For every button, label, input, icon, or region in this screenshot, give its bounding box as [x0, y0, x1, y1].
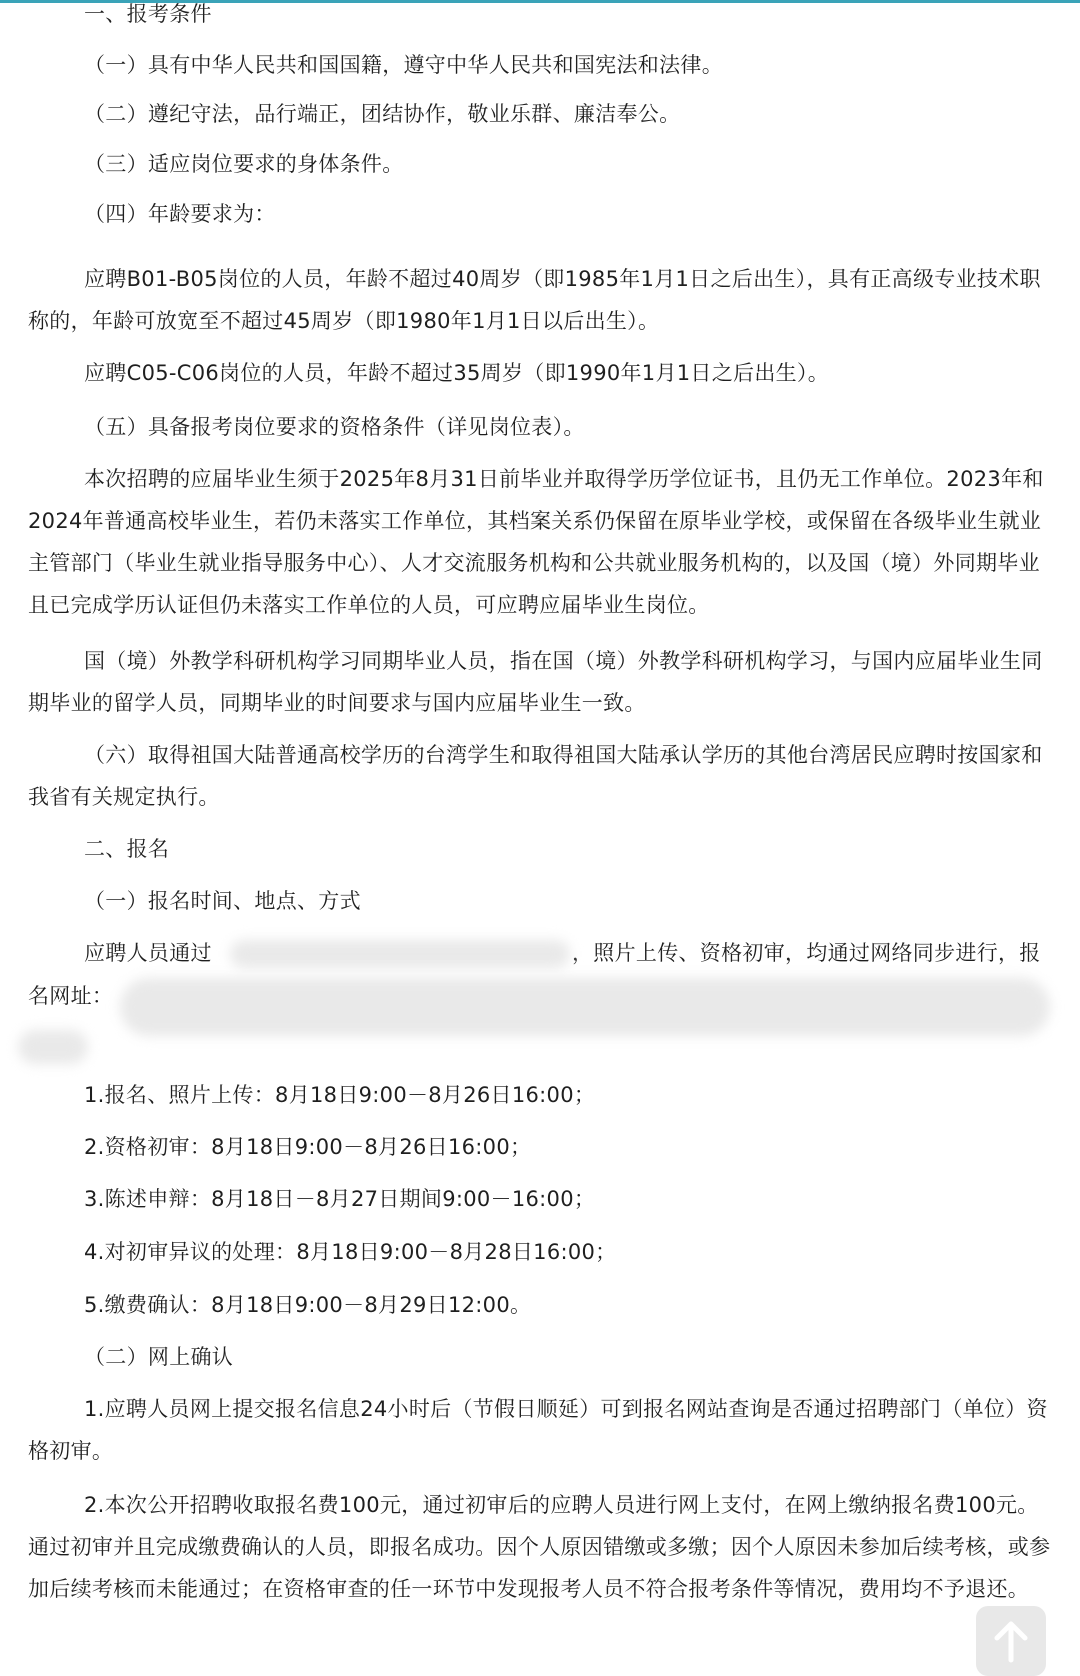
section-heading-conditions: 一、报考条件	[84, 2, 212, 26]
paragraph: 国（境）外教学科研机构学习同期毕业人员，指在国（境）外教学科研机构学习，与国内应届毕业生同期毕业的留学人员，同期毕业的时间要求与国内应届毕业生一致。	[28, 649, 1043, 715]
paragraph: （一）具有中华人民共和国国籍，遵守中华人民共和国宪法和法律。	[84, 53, 723, 77]
arrow-up-icon	[991, 1618, 1031, 1664]
section-heading-signup: 二、报名	[84, 837, 170, 861]
section-heading-online-confirm: （二）网上确认	[84, 1345, 234, 1369]
paragraph: 2.本次公开招聘收取报名费100元，通过初审后的应聘人员进行网上支付，在网上缴纳报名费100元。通过初审并且完成缴费确认的人员，即报名成功。因个人原因错缴或多缴；因个人原因未参加后续考核，或参加后续考核而未能通过；在资格审查的任一环节中发现报考人员不符合报考条件等情况，费用均不予退还。	[28, 1493, 1051, 1601]
signup-url-label: 名网址：	[28, 984, 114, 1008]
signup-method-start: 应聘人员通过	[84, 941, 212, 965]
paragraph: （五）具备报考岗位要求的资格条件（详见岗位表）。	[84, 415, 585, 439]
redaction-blur	[230, 940, 570, 968]
schedule-item: 5.缴费确认：8月18日9:00－8月29日12:00。	[84, 1293, 532, 1317]
schedule-item: 3.陈述申辩：8月18日－8月27日期间9:00－16:00；	[84, 1187, 596, 1211]
redaction-blur	[120, 978, 1050, 1036]
schedule-item: 2.资格初审：8月18日9:00－8月26日16:00；	[84, 1135, 532, 1159]
paragraph: （四）年龄要求为：	[84, 202, 276, 226]
paragraph: 应聘B01-B05岗位的人员，年龄不超过40周岁（即1985年1月1日之后出生），具有正高级专业技术职称的，年龄可放宽至不超过45周岁（即1980年1月1日以后出生）。	[28, 267, 1041, 333]
paragraph: （六）取得祖国大陆普通高校学历的台湾学生和取得祖国大陆承认学历的其他台湾居民应聘时按国家和我省有关规定执行。	[28, 743, 1043, 809]
paragraph: （一）报名时间、地点、方式	[84, 889, 361, 913]
scroll-to-top-button[interactable]	[976, 1606, 1046, 1676]
paragraph: （二）遵纪守法，品行端正，团结协作，敬业乐群、廉洁奉公。	[84, 102, 681, 126]
paragraph: 1.应聘人员网上提交报名信息24小时后（节假日顺延）可到报名网站查询是否通过招聘部门（单位）资格初审。	[28, 1397, 1048, 1463]
paragraph: 本次招聘的应届毕业生须于2025年8月31日前毕业并取得学历学位证书，且仍无工作单位。2023年和2024年普通高校毕业生，若仍未落实工作单位，其档案关系仍保留在原毕业学校，或保留在各级毕业生就业主管部门（毕业生就业指导服务中心）、人才交流服务机构和公共就业服务机构的，以及国（境）外同期毕业且已完成学历认证但仍未落实工作单位的人员，可应聘应届毕业生岗位。	[28, 467, 1044, 617]
schedule-item: 1.报名、照片上传：8月18日9:00－8月26日16:00；	[84, 1083, 596, 1107]
paragraph: 应聘C05-C06岗位的人员，年龄不超过35周岁（即1990年1月1日之后出生）。	[84, 361, 830, 385]
signup-method-tail: ，照片上传、资格初审，均通过网络同步进行，报	[572, 941, 1041, 965]
paragraph: （三）适应岗位要求的身体条件。	[84, 152, 404, 176]
redaction-blur	[18, 1030, 88, 1064]
schedule-item: 4.对初审异议的处理：8月18日9:00－8月28日16:00；	[84, 1240, 617, 1264]
